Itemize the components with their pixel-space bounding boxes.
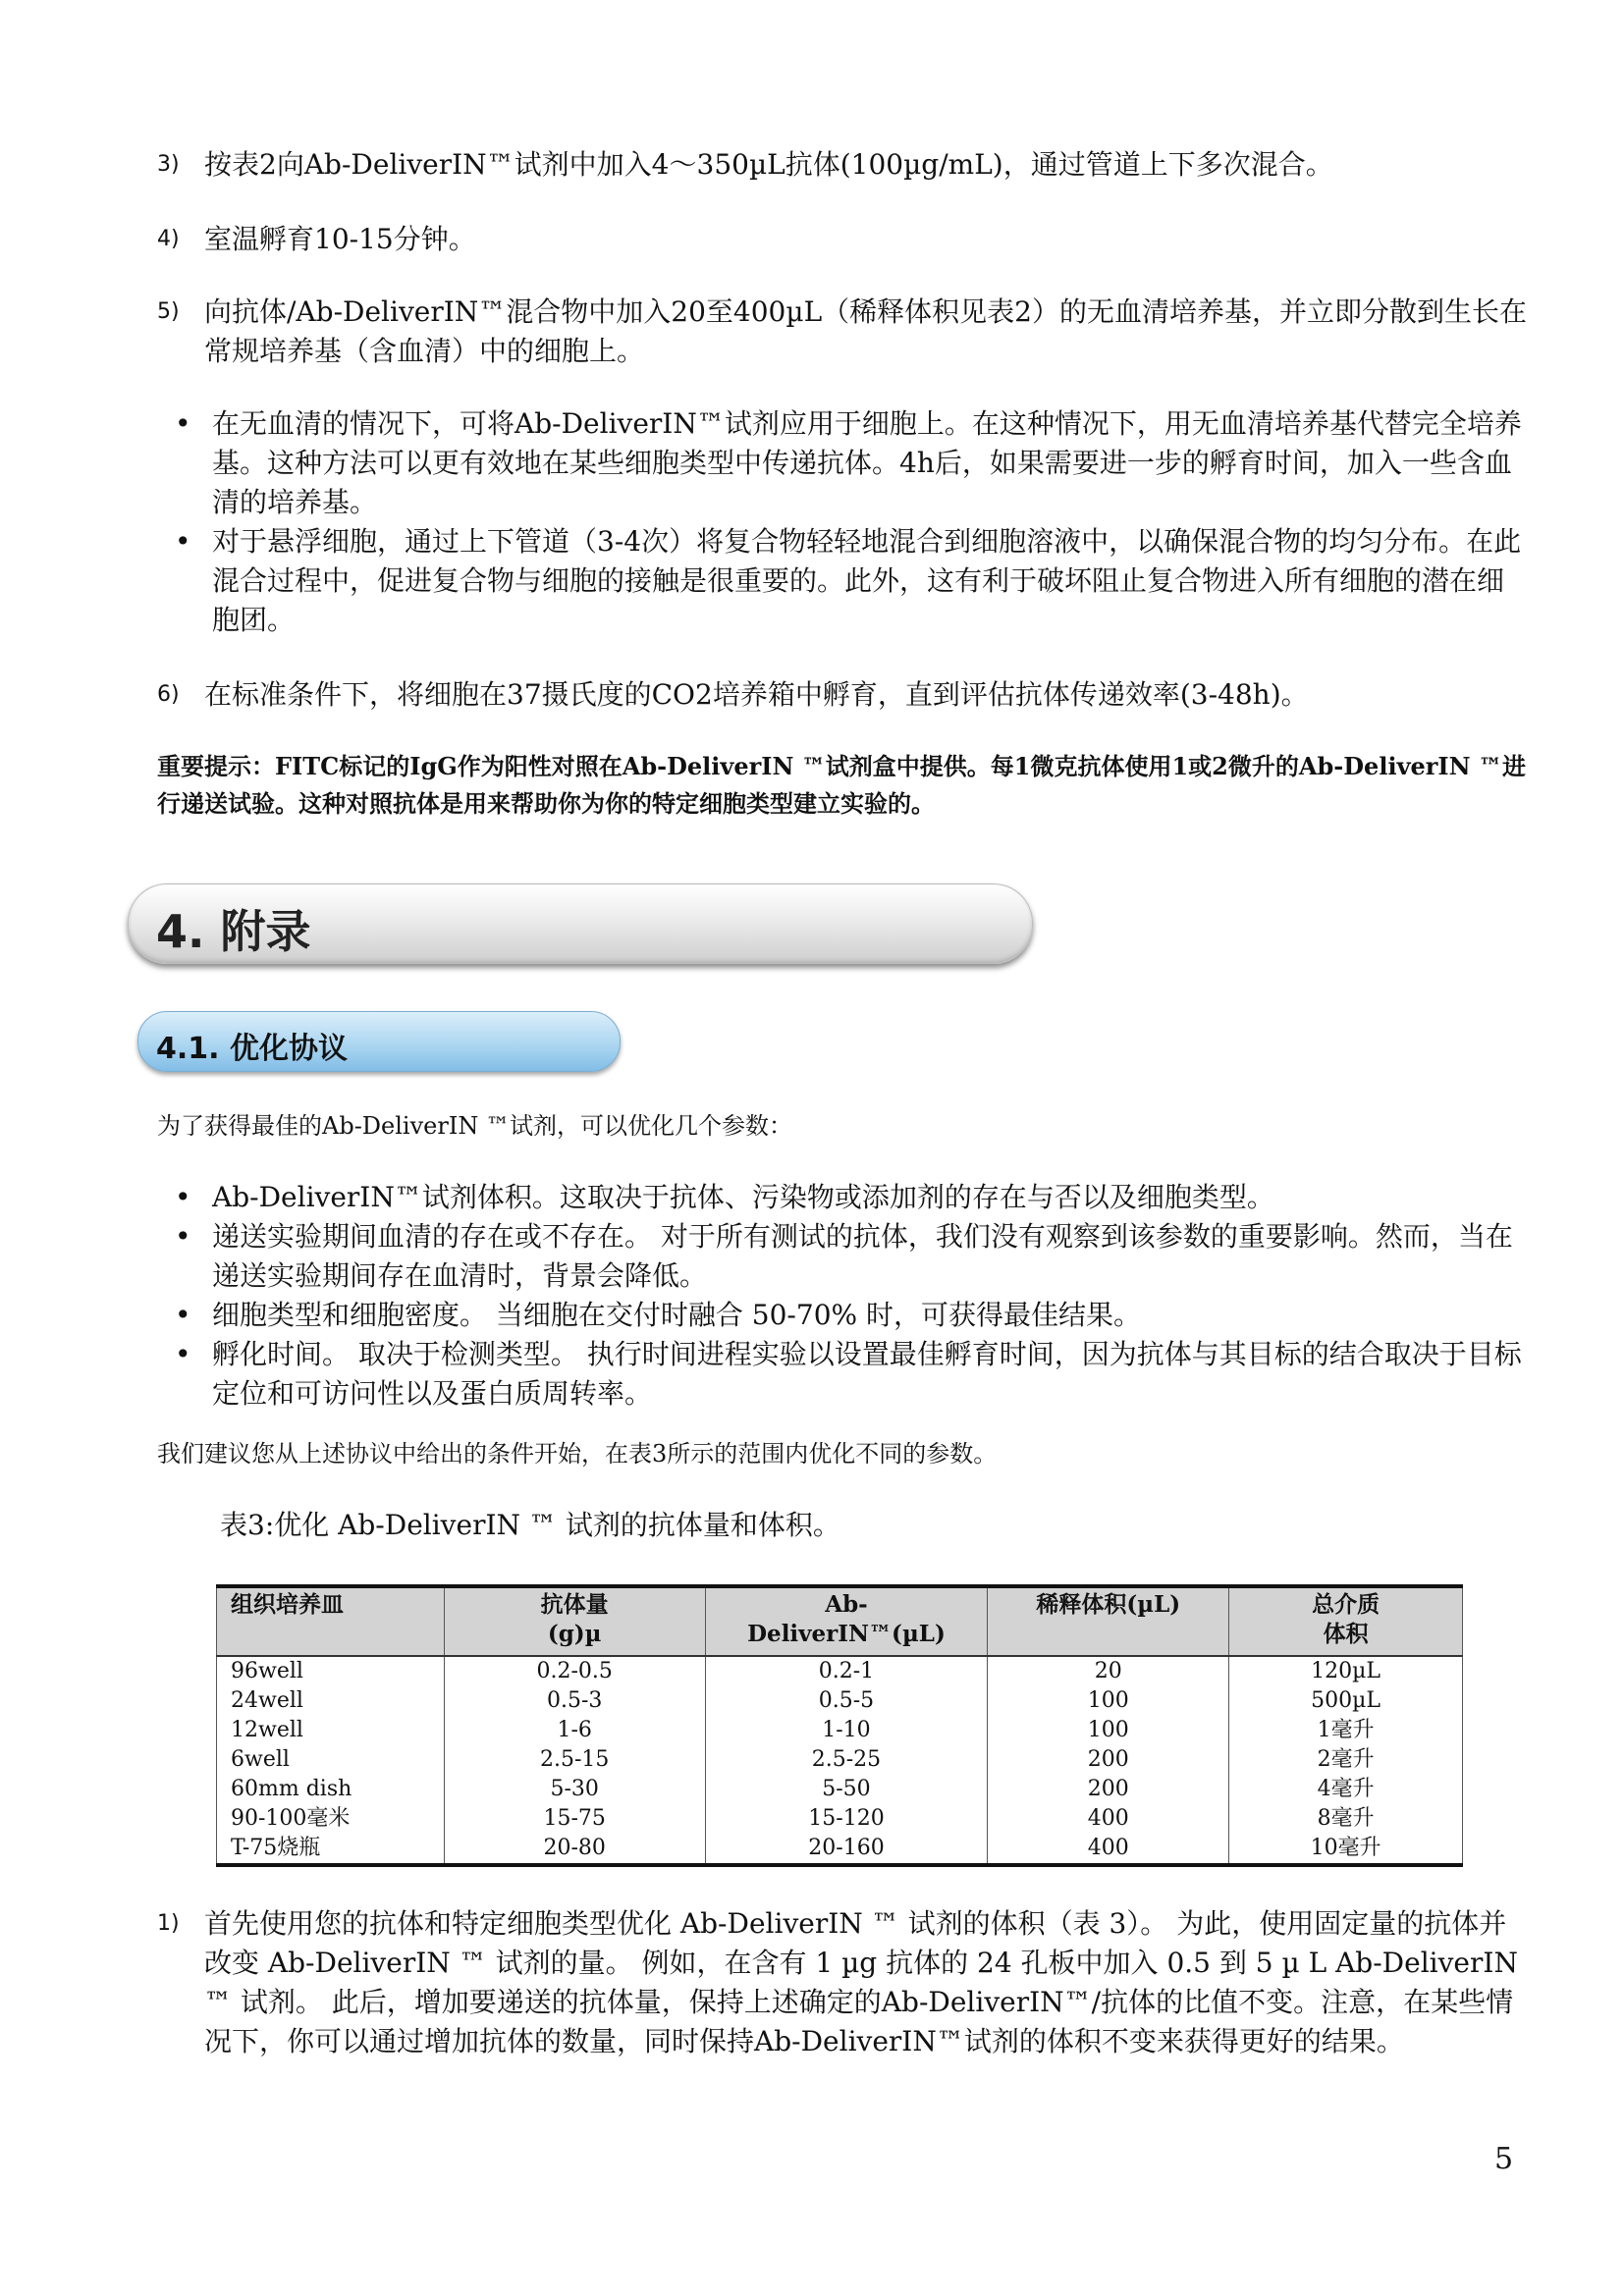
table-header-cell: Ab- DeliverIN™(µL) — [705, 1586, 988, 1656]
section-heading-pill — [128, 883, 1033, 964]
table-cell: 200 — [988, 1745, 1229, 1775]
table-header-cell: 总介质 体积 — [1229, 1586, 1463, 1656]
table-cell: 1-10 — [705, 1716, 988, 1745]
table-cell: 24well — [217, 1686, 445, 1716]
bullet-icon: • — [175, 525, 191, 558]
step-number: 1) — [157, 1911, 180, 1936]
table-cell: 60mm dish — [217, 1775, 445, 1804]
table-3 — [216, 1584, 1463, 1867]
table-cell: 400 — [988, 1834, 1229, 1865]
table-cell: 100 — [988, 1716, 1229, 1745]
step-number: 5) — [157, 299, 180, 324]
recommend-paragraph: 我们建议您从上述协议中给出的条件开始，在表3所示的范围内优化不同的参数。 — [157, 1440, 998, 1468]
bullet-icon: • — [175, 1181, 191, 1213]
bullet-text: 在无血清的情况下，可将Ab-DeliverIN™试剂应用于细胞上。在这种情况下，用无血清培养基代替完全培养基。这种方法可以更有效地在某些细胞类型中传递抗体。4h后，如果需要进一步的孵育时间，加入一些含血清的培养基。 — [212, 407, 1522, 518]
table-cell: 0.2-1 — [705, 1656, 988, 1686]
table-header-row — [217, 1586, 1463, 1656]
subsection-heading: 4.1. 优化协议 — [156, 1032, 348, 1066]
table-header-cell: 稀释体积(µL) — [988, 1586, 1229, 1656]
page-number: 5 — [1494, 2142, 1514, 2176]
bullet-text: Ab-DeliverIN™试剂体积。这取决于抗体、污染物或添加剂的存在与否以及细胞类型。 — [212, 1181, 1274, 1213]
table-cell: T-75烧瓶 — [217, 1834, 445, 1865]
table-cell: 12well — [217, 1716, 445, 1745]
table-cell: 120µL — [1229, 1656, 1463, 1686]
bullet-icon: • — [175, 1338, 191, 1370]
table-cell: 5-30 — [444, 1775, 705, 1804]
table-cell: 200 — [988, 1775, 1229, 1804]
table-cell: 90-100毫米 — [217, 1804, 445, 1834]
table-row — [217, 1745, 1463, 1775]
table-row — [217, 1775, 1463, 1804]
bullet-text: 细胞类型和细胞密度。 当细胞在交付时融合 50-70% 时，可获得最佳结果。 — [212, 1299, 1142, 1331]
subsection-heading-pill — [137, 1011, 621, 1072]
table-row — [217, 1716, 1463, 1745]
table-cell: 2.5-15 — [444, 1745, 705, 1775]
step-text: 室温孵育10-15分钟。 — [204, 223, 476, 255]
table-cell: 8毫升 — [1229, 1804, 1463, 1834]
table-cell: 500µL — [1229, 1686, 1463, 1716]
table-header-cell: 抗体量 (g)µ — [444, 1586, 705, 1656]
table-cell: 20-160 — [705, 1834, 988, 1865]
step-text: 按表2向Ab-DeliverIN™试剂中加入4～350µL抗体(100µg/mL)，通过管道上下多次混合。 — [204, 148, 1333, 181]
table-cell: 1-6 — [444, 1716, 705, 1745]
table-cell: 15-120 — [705, 1804, 988, 1834]
section-heading: 4. 附录 — [156, 905, 311, 958]
step-text: 首先使用您的抗体和特定细胞类型优化 Ab-DeliverIN ™ 试剂的体积（表 3）。 为此，使用固定量的抗体并改变 Ab-DeliverIN ™ 试剂的量。 例如，在含有 1 µg 抗体的 24 孔板中加入 0.5 到 5 µ L Ab-DeliverIN ™ 试剂。 此后，增加要递送的抗体量，保持上述确定的Ab-DeliverIN™/抗体的比值不变。注意，在某些情况下，你可以通过增加抗体的数量，同时保持Ab-DeliverIN™试剂的体积不变来获得更好的结果。 — [204, 1907, 1518, 2057]
step-number: 4) — [157, 227, 180, 251]
table-cell: 2.5-25 — [705, 1745, 988, 1775]
bullet-text: 递送实验期间血清的存在或不存在。 对于所有测试的抗体，我们没有观察到该参数的重要影响。然而，当在递送实验期间存在血清时，背景会降低。 — [212, 1220, 1513, 1292]
step-number: 6) — [157, 682, 180, 707]
table-cell: 2毫升 — [1229, 1745, 1463, 1775]
table-row — [217, 1686, 1463, 1716]
table-cell: 5-50 — [705, 1775, 988, 1804]
table-cell: 0.2-0.5 — [444, 1656, 705, 1686]
important-note: 重要提示：FITC标记的IgG作为阳性对照在Ab-DeliverIN ™试剂盒中提供。每1微克抗体使用1或2微升的Ab-DeliverIN ™进行递送试验。这种对照抗体是用来帮助你为你的特定细胞类型建立实验的。 — [157, 752, 1526, 818]
table-cell: 0.5-3 — [444, 1686, 705, 1716]
table-header-cell: 组织培养皿 — [217, 1586, 445, 1656]
table-cell: 6well — [217, 1745, 445, 1775]
table-row — [217, 1834, 1463, 1865]
table-cell: 20-80 — [444, 1834, 705, 1865]
table-row — [217, 1656, 1463, 1686]
step-number: 3) — [157, 152, 180, 177]
step-text: 在标准条件下，将细胞在37摄氏度的CO2培养箱中孵育，直到评估抗体传递效率(3-48h)。 — [204, 678, 1309, 711]
bullet-icon: • — [175, 1220, 191, 1253]
table-caption: 表3:优化 Ab-DeliverIN ™ 试剂的抗体量和体积。 — [220, 1509, 840, 1541]
bullet-text: 对于悬浮细胞，通过上下管道（3-4次）将复合物轻轻地混合到细胞溶液中，以确保混合物的均匀分布。在此混合过程中，促进复合物与细胞的接触是很重要的。此外，这有利于破坏阻止复合物进入所有细胞的潜在细胞团。 — [212, 525, 1522, 636]
table-cell: 20 — [988, 1656, 1229, 1686]
intro-paragraph: 为了获得最佳的Ab-DeliverIN ™试剂，可以优化几个参数： — [157, 1112, 792, 1140]
step-text: 向抗体/Ab-DeliverIN™混合物中加入20至400µL（稀释体积见表2）的无血清培养基，并立即分散到生长在常规培养基（含血清）中的细胞上。 — [204, 295, 1527, 367]
table-cell: 15-75 — [444, 1804, 705, 1834]
table-row — [217, 1804, 1463, 1834]
bullet-icon: • — [175, 1299, 191, 1331]
bullet-icon: • — [175, 407, 191, 440]
table-cell: 96well — [217, 1656, 445, 1686]
table-cell: 1毫升 — [1229, 1716, 1463, 1745]
bullet-text: 孵化时间。 取决于检测类型。 执行时间进程实验以设置最佳孵育时间，因为抗体与其目标的结合取决于目标定位和可访问性以及蛋白质周转率。 — [212, 1338, 1522, 1410]
table-cell: 0.5-5 — [705, 1686, 988, 1716]
table-cell: 4毫升 — [1229, 1775, 1463, 1804]
table-cell: 100 — [988, 1686, 1229, 1716]
table-cell: 400 — [988, 1804, 1229, 1834]
table-cell: 10毫升 — [1229, 1834, 1463, 1865]
